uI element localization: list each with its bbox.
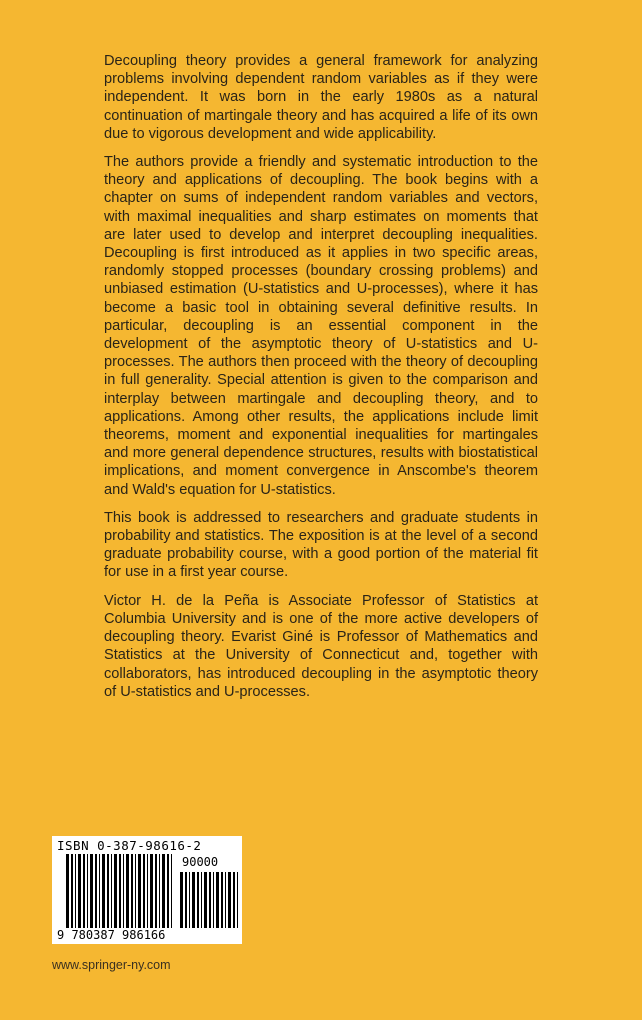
- price-addon-bars: [180, 872, 238, 928]
- isbn-label: ISBN 0-387-98616-2: [57, 838, 202, 853]
- ean-digits: 9 780387 986166: [57, 928, 166, 942]
- publisher-url: www.springer-ny.com: [52, 958, 171, 972]
- blurb-paragraph-4: Victor H. de la Peña is Associate Professor of Statistics at Columbia University and is one of the more active developers of decoupling theory. Evarist Giné is Professor of Mathematics and Statistics at the University of Connecticut and, together with collaborators, has introduced decoupling in the asymptotic theory of U-statistics and U-processes.: [104, 592, 538, 700]
- isbn-barcode: [52, 836, 242, 944]
- blurb-paragraph-1: Decoupling theory provides a general framework for analyzing problems involving dependent random variables as if they were independent. It was born in the early 1980s as a natural continuation of martingale theory and has acquired a life of its own due to vigorous development and wide applicability.: [104, 53, 538, 142]
- ean-bars: [66, 854, 172, 928]
- blurb-paragraph-2: The authors provide a friendly and systematic introduction to the theory and applications of decoupling. The book begins with a chapter on sums of independent random variables and vectors, with maximal inequalities and sharp estimates on moments that are later used to develop and interpret decoupling inequalities. Decoupling is first introduced as it applies in two specific areas, randomly stopped processes (boundary crossing problems) and unbiased estimation (U-statistics and U-processes), where it has become a basic tool in obtaining several definitive results. In particular, decoupling is an essential component in the development of the asymptotic theory of U-statistics and U-processes. The authors then proceed with the theory of decoupling in full generality. Special attention is given to the comparison and interplay between martingale and decoupling theory, and to applications. Among other results, the applications include limit theorems, moment and exponential inequalities for martingales and more general dependence structures, results with biostatistical implications, and moment convergence in Anscombe's theorem and Wald's equation for U-statistics.: [104, 154, 538, 498]
- price-code: 90000: [182, 855, 219, 869]
- barcode-graphic: [52, 836, 242, 944]
- back-cover-blurb: [104, 52, 538, 711]
- blurb-paragraph-3: This book is addressed to researchers and graduate students in probability and statistics. The exposition is at the level of a second graduate probability course, with a good portion of the material fit for use in a first year course.: [104, 509, 538, 581]
